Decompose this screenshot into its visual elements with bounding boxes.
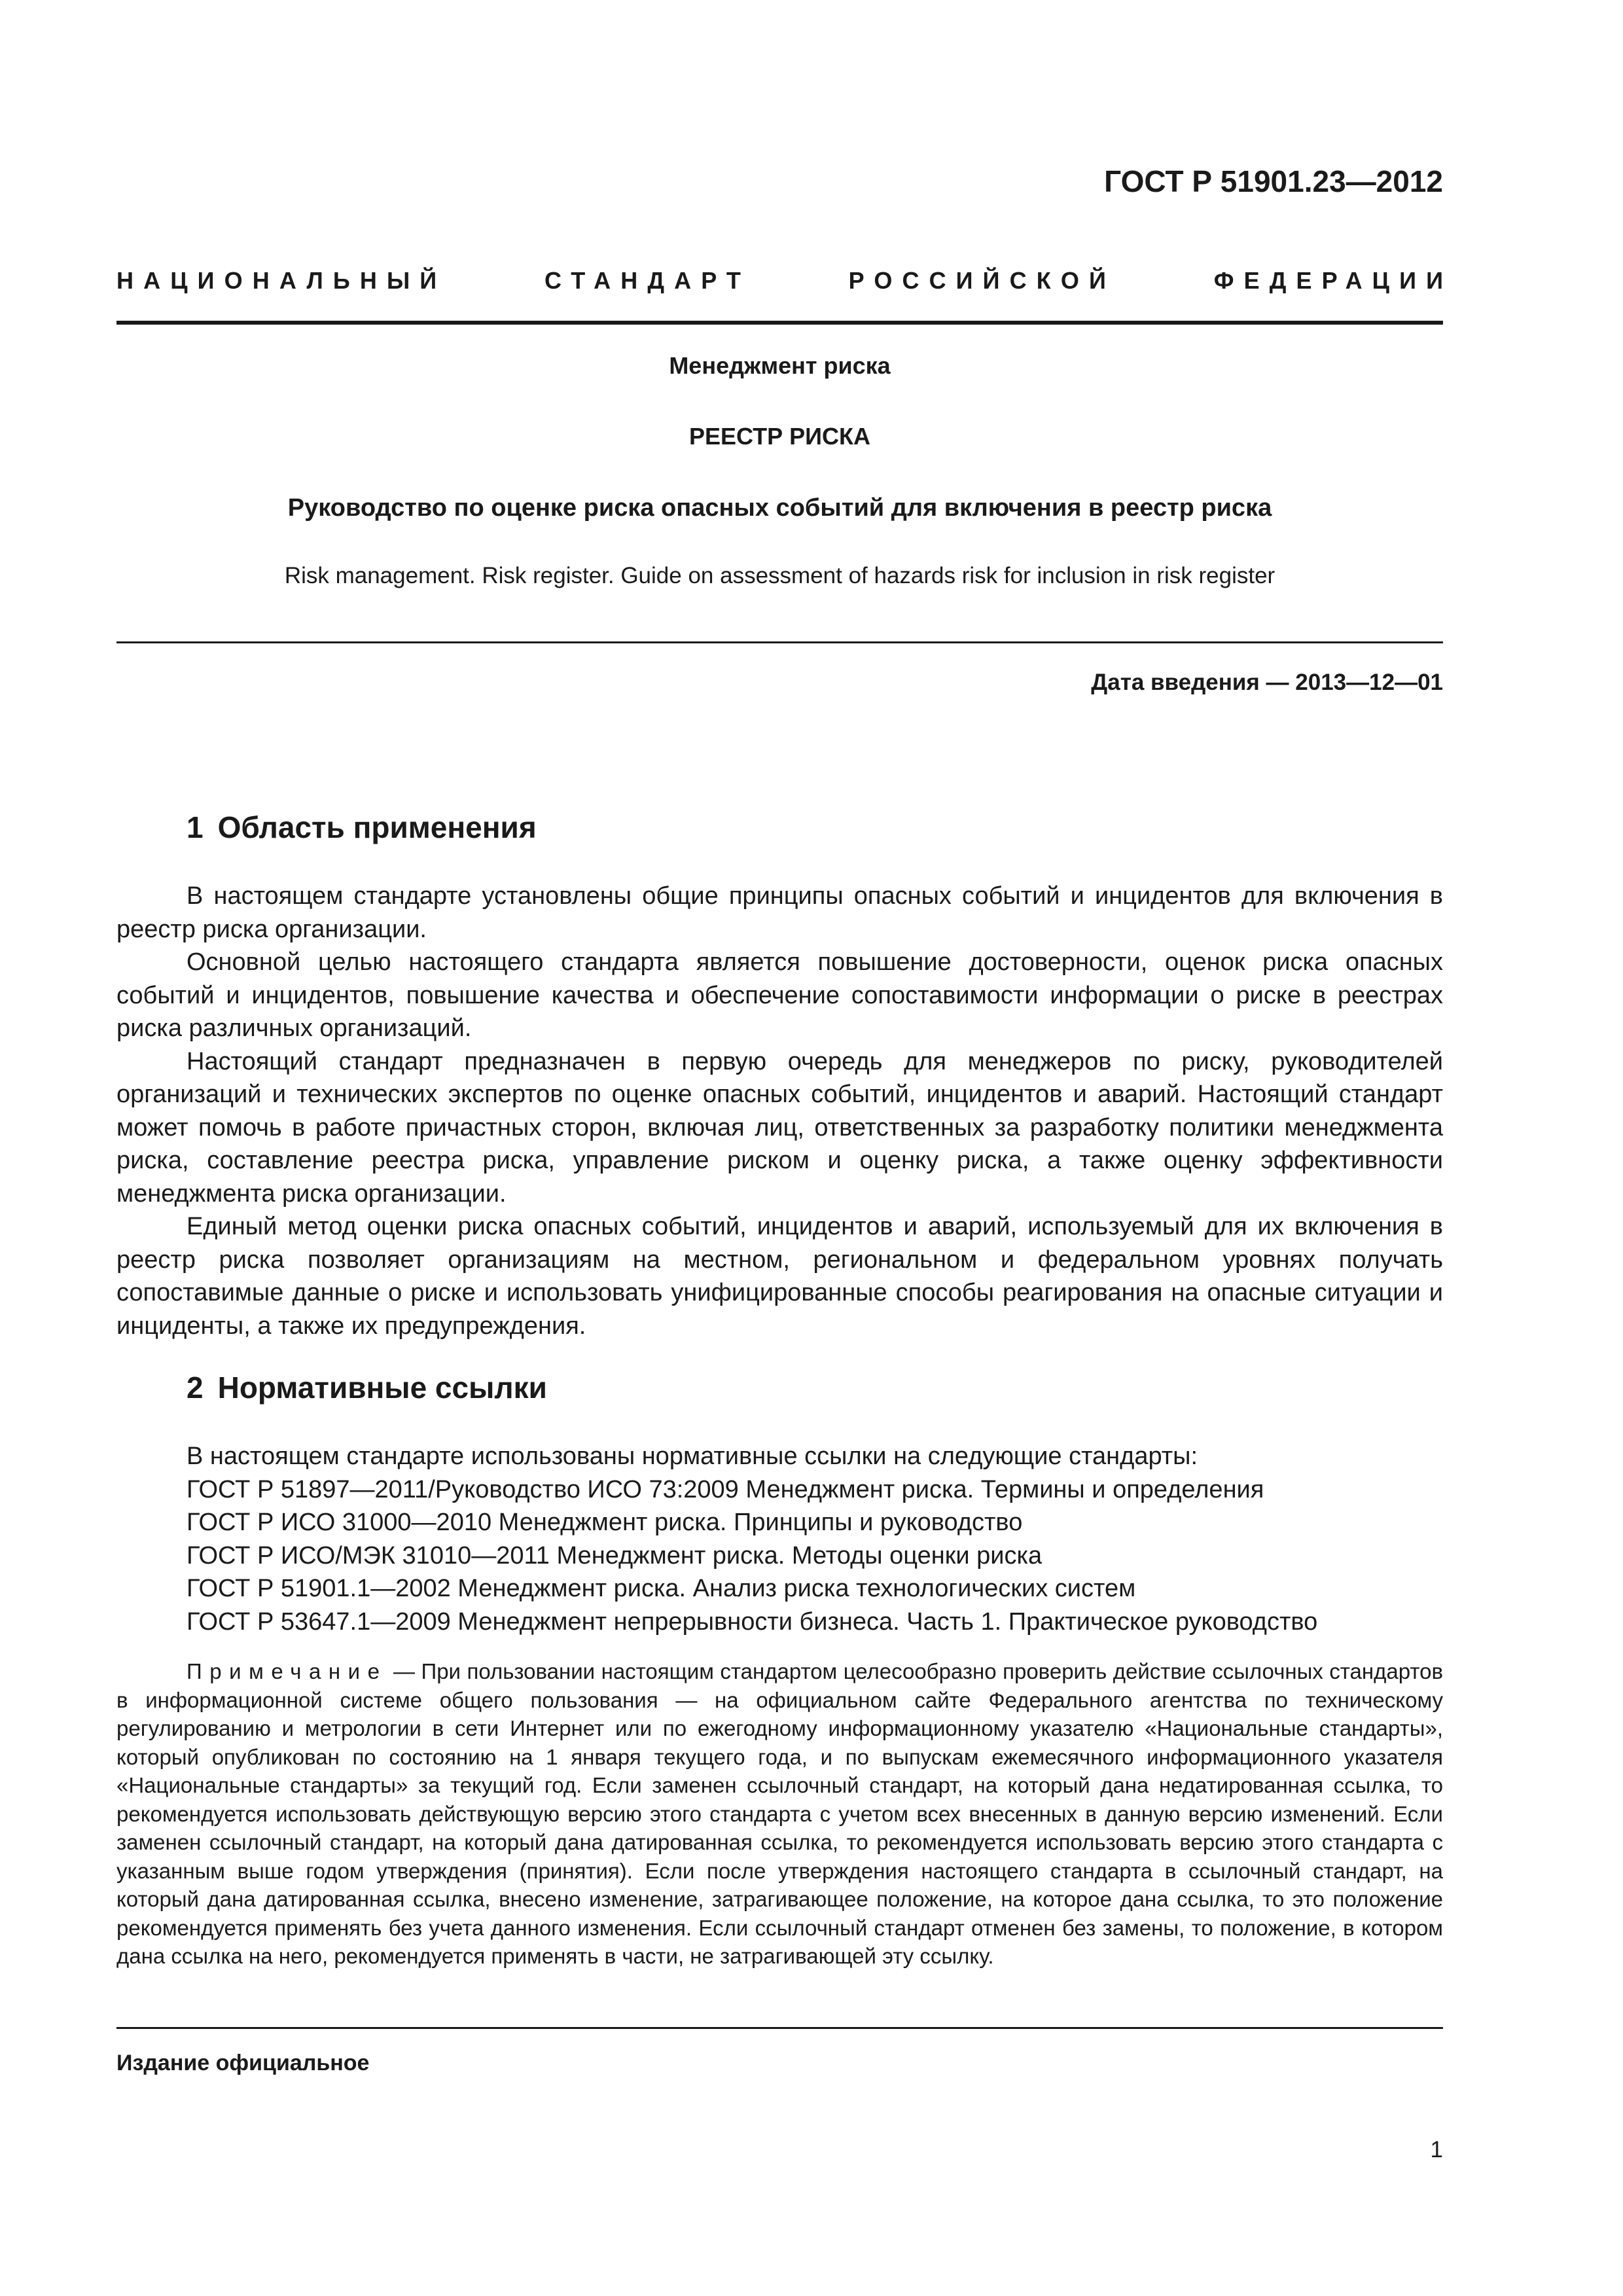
national-title-word: ФЕДЕРАЦИИ bbox=[1213, 267, 1454, 294]
paragraph: Основной целью настоящего стандарта является повышение достоверности, оценок риска опасных событий и инцидентов, повышение качества и обеспечение сопоставимости информации о риске в реестрах риска различных организаций. bbox=[116, 948, 1443, 1042]
title-guide: Руководство по оценке риска опасных событий для включения в реестр риска bbox=[287, 494, 1272, 522]
title-registry: РЕЕСТР РИСКА bbox=[689, 423, 870, 450]
note-text: — При пользовании настоящим стандартом целесообразно проверить действие ссылочных стандартов в информационной системе общего пользования — на официальном сайте Федерального агентства по техническому регулированию и метрологии в сети Интернет или по ежегодному информационному указателю «Национальные стандарты», который опубликован по состоянию на 1 января текущего года, и по выпускам ежемесячного информационного указателя «Национальные стандарты» за текущий год. Если заменен ссылочный стандарт, на который дана недатированная ссылка, то рекомендуется использовать действующую версию этого стандарта с учетом всех внесенных в данную версию изменений. Если заменен ссылочный стандарт, на который дана датированная ссылка, то рекомендуется использовать версию этого стандарта с указанным выше годом утверждения (принятия). Если после утверждения настоящего стандарта в ссылочный стандарт, на который дана датированная ссылка, внесено изменение, затрагивающее положение, на которое дана ссылка, то это положение рекомендуется применять без учета данного изменения. Если ссылочный стандарт отменен без замены, то положение, в котором дана ссылка на него, рекомендуется применять в части, не затрагивающей эту ссылку. bbox=[116, 1659, 1443, 1968]
title-divider bbox=[116, 641, 1443, 643]
reference-item: ГОСТ Р 51897—2011/Руководство ИСО 73:2009 Менеджмент риска. Термины и определения bbox=[187, 1475, 1264, 1503]
section-1-body bbox=[116, 880, 1443, 1342]
section-number: 2 bbox=[187, 1371, 204, 1405]
section-title: Область применения bbox=[217, 810, 537, 844]
edition-label: Издание официальное bbox=[116, 2051, 370, 2075]
title-management: Менеджмент риска bbox=[669, 352, 891, 379]
paragraph: В настоящем стандарте установлены общие принципы опасных событий и инцидентов для включения в реестр риска организации. bbox=[116, 882, 1443, 943]
section-title: Нормативные ссылки bbox=[217, 1371, 547, 1405]
national-standard-title bbox=[116, 267, 1454, 295]
page-number: 1 bbox=[1430, 2137, 1443, 2162]
reference-item: ГОСТ Р ИСО 31000—2010 Менеджмент риска. Принципы и руководство bbox=[187, 1509, 1023, 1536]
note-label: Примечание bbox=[187, 1659, 387, 1683]
national-title-word: СТАНДАРТ bbox=[544, 267, 751, 294]
header-divider bbox=[116, 321, 1443, 325]
document-number: ГОСТ Р 51901.23—2012 bbox=[1104, 164, 1443, 198]
paragraph: Единый метод оценки риска опасных событий, инцидентов и аварий, используемый для их включения в реестр риска позволяет организациям на местном, региональном и федеральном уровнях получать сопоставимые данные о риске и использовать унифицированные способы реагирования на опасные ситуации и инциденты, а также их предупреждения. bbox=[116, 1213, 1443, 1340]
reference-item: ГОСТ Р ИСО/МЭК 31010—2011 Менеджмент риска. Методы оценки риска bbox=[187, 1541, 1043, 1570]
section-1-heading bbox=[187, 810, 537, 845]
reference-item: ГОСТ Р 51901.1—2002 Менеджмент риска. Анализ риска технологических систем bbox=[187, 1575, 1136, 1602]
national-title-word: РОССИЙСКОЙ bbox=[848, 267, 1116, 294]
reference-item: ГОСТ Р 53647.1—2009 Менеджмент непрерывности бизнеса. Часть 1. Практическое руководство bbox=[187, 1607, 1318, 1636]
references-list bbox=[187, 1440, 1443, 1638]
introduction-date: Дата введения — 2013—12—01 bbox=[1091, 670, 1443, 695]
national-title-word: НАЦИОНАЛЬНЫЙ bbox=[116, 267, 447, 294]
paragraph: Настоящий стандарт предназначен в первую очередь для менеджеров по риску, руководителей организаций и технических экспертов по оценке опасных событий, инцидентов и аварий. Настоящий стандарт может помочь в работе причастных сторон, включая лиц, ответственных за разработку политики менеджмента риска, составление реестра риска, управление риском и оценку риска, а также оценку эффективности менеджмента риска организации. bbox=[116, 1047, 1443, 1208]
title-english: Risk management. Risk register. Guide on assessment of hazards risk for inclusion in risk register bbox=[284, 563, 1275, 588]
footer-divider bbox=[116, 2027, 1443, 2029]
section-number: 1 bbox=[187, 810, 204, 844]
section-2-heading bbox=[187, 1370, 547, 1405]
references-intro: В настоящем стандарте использованы нормативные ссылки на следующие стандарты: bbox=[187, 1443, 1198, 1470]
note-block bbox=[116, 1657, 1443, 1971]
